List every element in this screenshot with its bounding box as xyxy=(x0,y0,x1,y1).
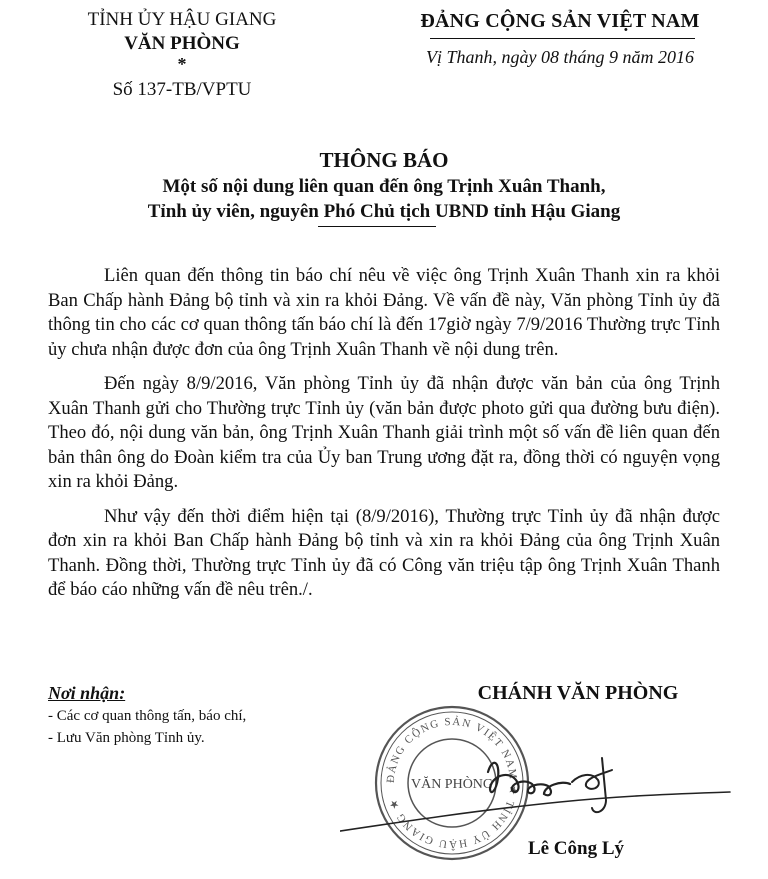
party-block xyxy=(390,8,730,70)
seal-ring-text: ĐẢNG CỘNG SẢN VIỆT NAM ★ TỈNH ỦY HẬU GIANG ★ xyxy=(384,715,520,851)
issuer-org: TỈNH ỦY HẬU GIANG xyxy=(87,9,277,30)
document-number: Số 137-TB/VPTU xyxy=(112,79,252,100)
issue-date: Vị Thanh, ngày 08 tháng 9 năm 2016 xyxy=(426,47,694,67)
paragraph-1: Liên quan đến thông tin báo chí nêu về việc ông Trịnh Xuân Thanh xin ra khỏi Ban Chấp hành Đảng bộ tỉnh và xin ra khỏi Đảng. Về vấn đề này, Văn phòng Tỉnh ủy đã thông tin cho các cơ quan thông tấn báo chí là đến 17giờ ngày 7/9/2016 Thường trực Tỉnh ủy chưa nhận được đơn của ông Trịnh Xuân Thanh về nội dung trên. xyxy=(48,265,720,360)
signer-title: CHÁNH VĂN PHÒNG xyxy=(477,682,679,704)
issuer-block xyxy=(52,8,312,102)
signer-name: Lê Công Lý xyxy=(527,838,625,859)
paragraph-3: Như vậy đến thời điểm hiện tại (8/9/2016), Thường trực Tỉnh ủy đã nhận được đơn xin ra khỏi Ban Chấp hành Đảng bộ tỉnh và xin ra khỏi Đảng của ông Trịnh Xuân Thanh. Đồng thời, Thường trực Tỉnh ủy đã có Công văn triệu tập ông Trịnh Xuân Thanh để báo cáo những vấn đề nêu trên./. xyxy=(48,505,720,600)
star-separator: * xyxy=(177,54,187,74)
title-underline xyxy=(318,226,436,227)
document-body xyxy=(48,264,720,613)
document-subtitle xyxy=(0,174,768,224)
paragraph-2: Đến ngày 8/9/2016, Văn phòng Tỉnh ủy đã nhận được văn bản của ông Trịnh Xuân Thanh gửi cho Thường trực Tỉnh ủy (văn bản được photo gửi qua đường bưu điện). Theo đó, nội dung văn bản, ông Trịnh Xuân Thanh giải trình một số vấn đề liên quan đến bản thân ông do Đoàn kiểm tra của Ủy ban Trung ương đặt ra, đồng thời có nguyện vọng xin ra khỏi Đảng. xyxy=(48,373,720,492)
subtitle-line-2: Tỉnh ủy viên, nguyên Phó Chủ tịch UBND tỉnh Hậu Giang xyxy=(147,201,621,222)
handwritten-signature xyxy=(340,730,740,850)
seal-center-text: VĂN PHÒNG xyxy=(410,777,494,792)
recipient-item: - Lưu Văn phòng Tỉnh ủy. xyxy=(48,730,205,746)
subtitle-line-1: Một số nội dung liên quan đến ông Trịnh Xuân Thanh, xyxy=(162,176,606,197)
recipients-heading: Nơi nhận: xyxy=(48,683,126,703)
issuer-office: VĂN PHÒNG xyxy=(124,33,240,54)
document-title: THÔNG BÁO xyxy=(319,148,449,172)
party-name: ĐẢNG CỘNG SẢN VIỆT NAM xyxy=(420,10,700,32)
recipients-block xyxy=(48,681,348,749)
recipient-item: - Các cơ quan thông tấn, báo chí, xyxy=(48,708,247,724)
party-underline xyxy=(430,38,695,39)
